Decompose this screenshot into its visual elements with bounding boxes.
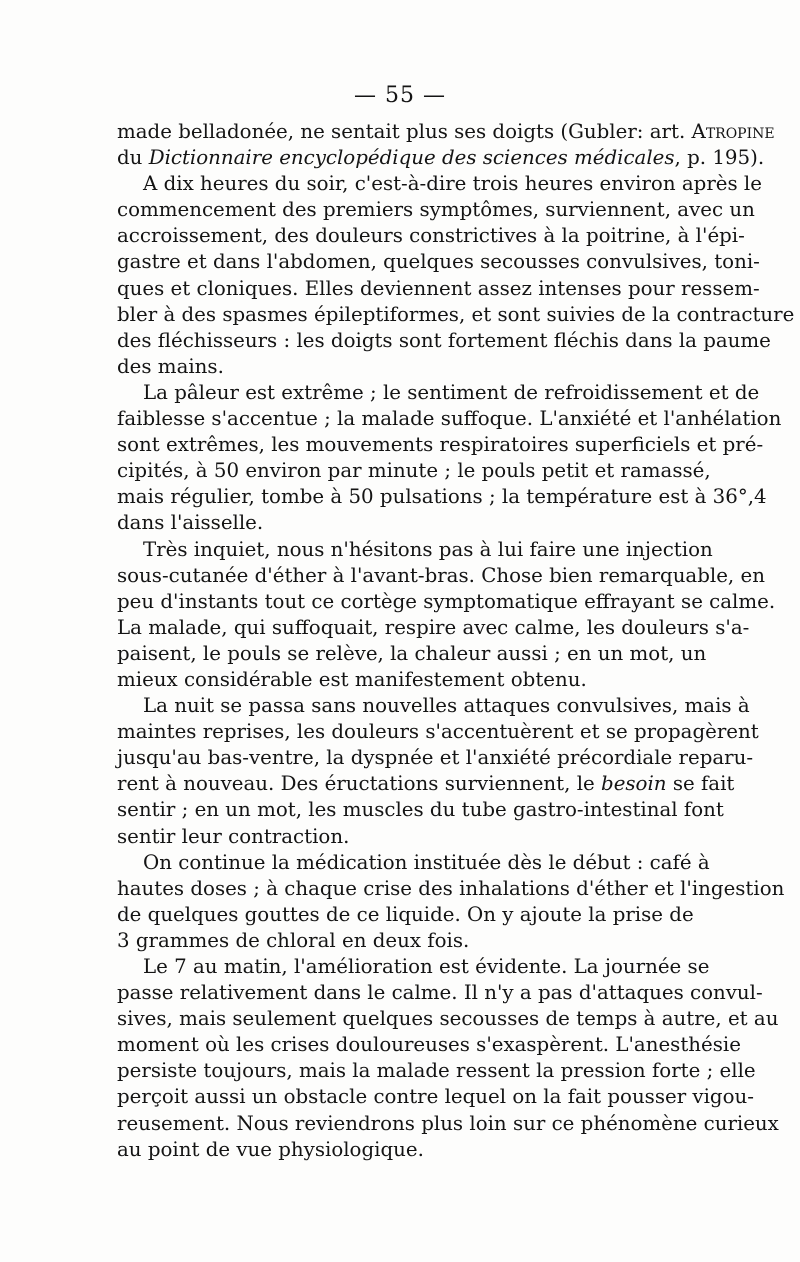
text-line: A dix heures du soir, c'est-à-dire trois heures environ après le	[143, 172, 762, 196]
text-line: perçoit aussi un obstacle contre lequel on la fait pousser vigou-	[117, 1085, 754, 1109]
text-line: peu d'instants tout ce cortège symptomatique effrayant se calme.	[117, 589, 776, 613]
text-line: ques et cloniques. Elles deviennent assez intenses pour ressem-	[117, 276, 760, 300]
dictionary-title: Dictionnaire encyclopédique des sciences médicales	[148, 146, 675, 170]
text-line: paisent, le pouls se relève, la chaleur aussi ; en un mot, un	[117, 641, 707, 665]
text-line: du Dictionnaire encyclopédique des sciences médicales, p. 195).	[117, 146, 765, 170]
text-line: jusqu'au bas-ventre, la dyspnée et l'anxiété précordiale reparu-	[117, 746, 754, 770]
text-line: rent à nouveau. Des éructations surviennent, le besoin se fait	[117, 772, 735, 796]
text-line: Très inquiet, nous n'hésitons pas à lui faire une injection	[143, 537, 713, 561]
text-line: 3 grammes de chloral en deux fois.	[117, 928, 470, 952]
text-line: hautes doses ; à chaque crise des inhalations d'éther et l'ingestion	[117, 876, 785, 900]
text-line: accroissement, des douleurs constrictives à la poitrine, à l'épi-	[117, 224, 745, 248]
text-line: La malade, qui suffoquait, respire avec calme, les douleurs s'a-	[117, 615, 750, 639]
text-line: des fléchisseurs : les doigts sont fortement fléchis dans la paume	[117, 328, 771, 352]
text-line: La nuit se passa sans nouvelles attaques convulsives, mais à	[143, 694, 750, 718]
text-line: Le 7 au matin, l'amélioration est évidente. La journée se	[143, 955, 710, 978]
text-line: faiblesse s'accentue ; la malade suffoque. L'anxiété et l'anhélation	[117, 407, 782, 431]
text-line: La pâleur est extrême ; le sentiment de refroidissement et de	[143, 380, 760, 404]
text-line: maintes reprises, les douleurs s'accentuèrent et se propagèrent	[117, 720, 759, 744]
text-line: de quelques gouttes de ce liquide. On y ajoute la prise de	[117, 902, 694, 926]
text-line: gastre et dans l'abdomen, quelques secousses convulsives, toni-	[117, 250, 760, 274]
text-line: made belladonée, ne sentait plus ses doigts (Gubler: art. Atropine	[117, 120, 775, 143]
text-line: des mains.	[117, 354, 224, 378]
text-line: On continue la médication instituée dès le début : café à	[143, 850, 710, 874]
text-line: cipités, à 50 environ par minute ; le pouls petit et ramassé,	[117, 459, 711, 483]
atropine-ref: Atropine	[691, 120, 775, 143]
text-line: bler à des spasmes épileptiformes, et sont suivies de la contracture	[117, 302, 795, 326]
text-line: sentir ; en un mot, les muscles du tube gastro-intestinal font	[117, 798, 724, 822]
text-line: sives, mais seulement quelques secousses de temps à autre, et au	[117, 1007, 779, 1031]
text-line: persiste toujours, mais la malade ressent la pression forte ; elle	[117, 1059, 756, 1083]
text-line: sentir leur contraction.	[117, 824, 350, 848]
text-line: reusement. Nous reviendrons plus loin sur ce phénomène curieux	[117, 1111, 779, 1135]
text-line: passe relativement dans le calme. Il n'y a pas d'attaques convul-	[117, 981, 763, 1005]
body-text	[117, 119, 795, 1163]
page-number: — 55 —	[354, 83, 446, 108]
text-line: mieux considérable est manifestement obtenu.	[117, 667, 587, 691]
text-line: au point de vue physiologique.	[117, 1137, 424, 1161]
text-line: commencement des premiers symptômes, surviennent, avec un	[117, 198, 755, 222]
besoin-word: besoin	[601, 772, 667, 796]
text-line: sous-cutanée d'éther à l'avant-bras. Chose bien remarquable, en	[117, 563, 765, 587]
text-line: mais régulier, tombe à 50 pulsations ; la température est à 36°,4	[117, 485, 767, 509]
text-line: sont extrêmes, les mouvements respiratoires superficiels et pré-	[117, 433, 764, 457]
text-line: moment où les crises douloureuses s'exaspèrent. L'anesthésie	[117, 1033, 741, 1057]
text-line: dans l'aisselle.	[117, 511, 264, 535]
